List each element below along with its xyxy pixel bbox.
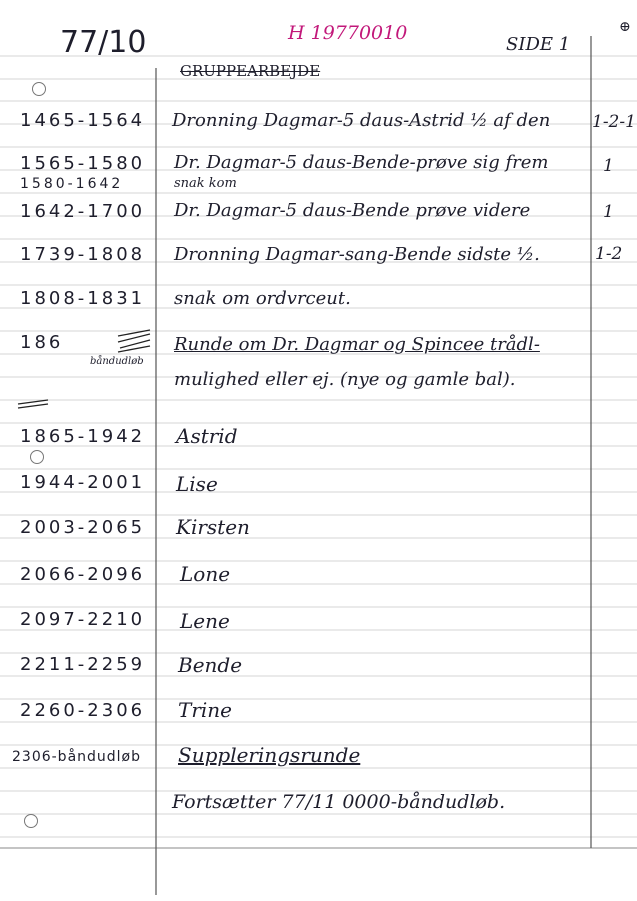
reference-number: 77/10 bbox=[60, 25, 147, 60]
corner-mark: ⊕ bbox=[619, 19, 631, 35]
punch-hole-bottom bbox=[24, 814, 38, 828]
entry-text: Lone bbox=[180, 562, 231, 586]
entry-note: 1-2-1 bbox=[592, 112, 636, 132]
entry-note: 1 bbox=[603, 156, 614, 176]
struck-heading: GRUPPEARBEJDE bbox=[180, 62, 321, 80]
time-range: 1565-1580 bbox=[20, 153, 146, 174]
time-range: 1465-1564 bbox=[20, 110, 146, 131]
time-range: 2260-2306 bbox=[20, 700, 146, 721]
time-range: 186 bbox=[20, 332, 64, 353]
time-range: 1808-1831 bbox=[20, 288, 146, 309]
punch-hole-middle bbox=[30, 450, 44, 464]
entry-text: Dr. Dagmar-5 daus-Bende-prøve sig frem bbox=[174, 152, 549, 173]
entry-text: Suppleringsrunde bbox=[178, 743, 361, 767]
page-label: SIDE 1 bbox=[506, 34, 571, 55]
time-range: 2003-2065 bbox=[20, 517, 146, 538]
entry-note: 1 bbox=[603, 202, 614, 222]
entry-text: Runde om Dr. Dagmar og Spincee trådl- bbox=[174, 334, 540, 355]
time-range: 2097-2210 bbox=[20, 609, 146, 630]
entry-text: Dronning Dagmar-5 daus-Astrid ½ af den bbox=[172, 110, 551, 131]
entry-text: snak om ordvrceut. bbox=[174, 288, 351, 309]
time-range: 2211-2259 bbox=[20, 654, 146, 675]
entry-text: Kirsten bbox=[176, 515, 250, 539]
entry-text: Dr. Dagmar-5 daus-Bende prøve videre bbox=[174, 200, 531, 221]
time-range: 1642-1700 bbox=[20, 201, 146, 222]
entry-text: Lene bbox=[180, 609, 230, 633]
archive-stamp: H 19770010 bbox=[288, 22, 408, 44]
time-range: 1944-2001 bbox=[20, 472, 146, 493]
time-range-secondary: 1580-1642 bbox=[20, 176, 124, 192]
entry-text: Lise bbox=[176, 472, 218, 496]
entry-text-secondary: mulighed eller ej. (nye og gamle bal). bbox=[174, 369, 516, 390]
time-range: 2306-båndudløb bbox=[12, 749, 142, 765]
entry-text: Astrid bbox=[176, 424, 238, 448]
punch-hole-top bbox=[32, 82, 46, 96]
time-range: 1739-1808 bbox=[20, 244, 146, 265]
entry-note: 1-2 bbox=[595, 244, 623, 264]
footer-continuation: Fortsætter 77/11 0000-båndudløb. bbox=[172, 791, 506, 813]
entry-text: Dronning Dagmar-sang-Bende sidste ½. bbox=[174, 244, 540, 265]
entry-text: Bende bbox=[178, 653, 243, 677]
time-range: 1865-1942 bbox=[20, 426, 146, 447]
time-range-note: båndudløb bbox=[90, 356, 144, 367]
entry-text-secondary: snak kom bbox=[174, 176, 237, 191]
entry-text: Trine bbox=[178, 698, 233, 722]
time-range: 2066-2096 bbox=[20, 564, 146, 585]
